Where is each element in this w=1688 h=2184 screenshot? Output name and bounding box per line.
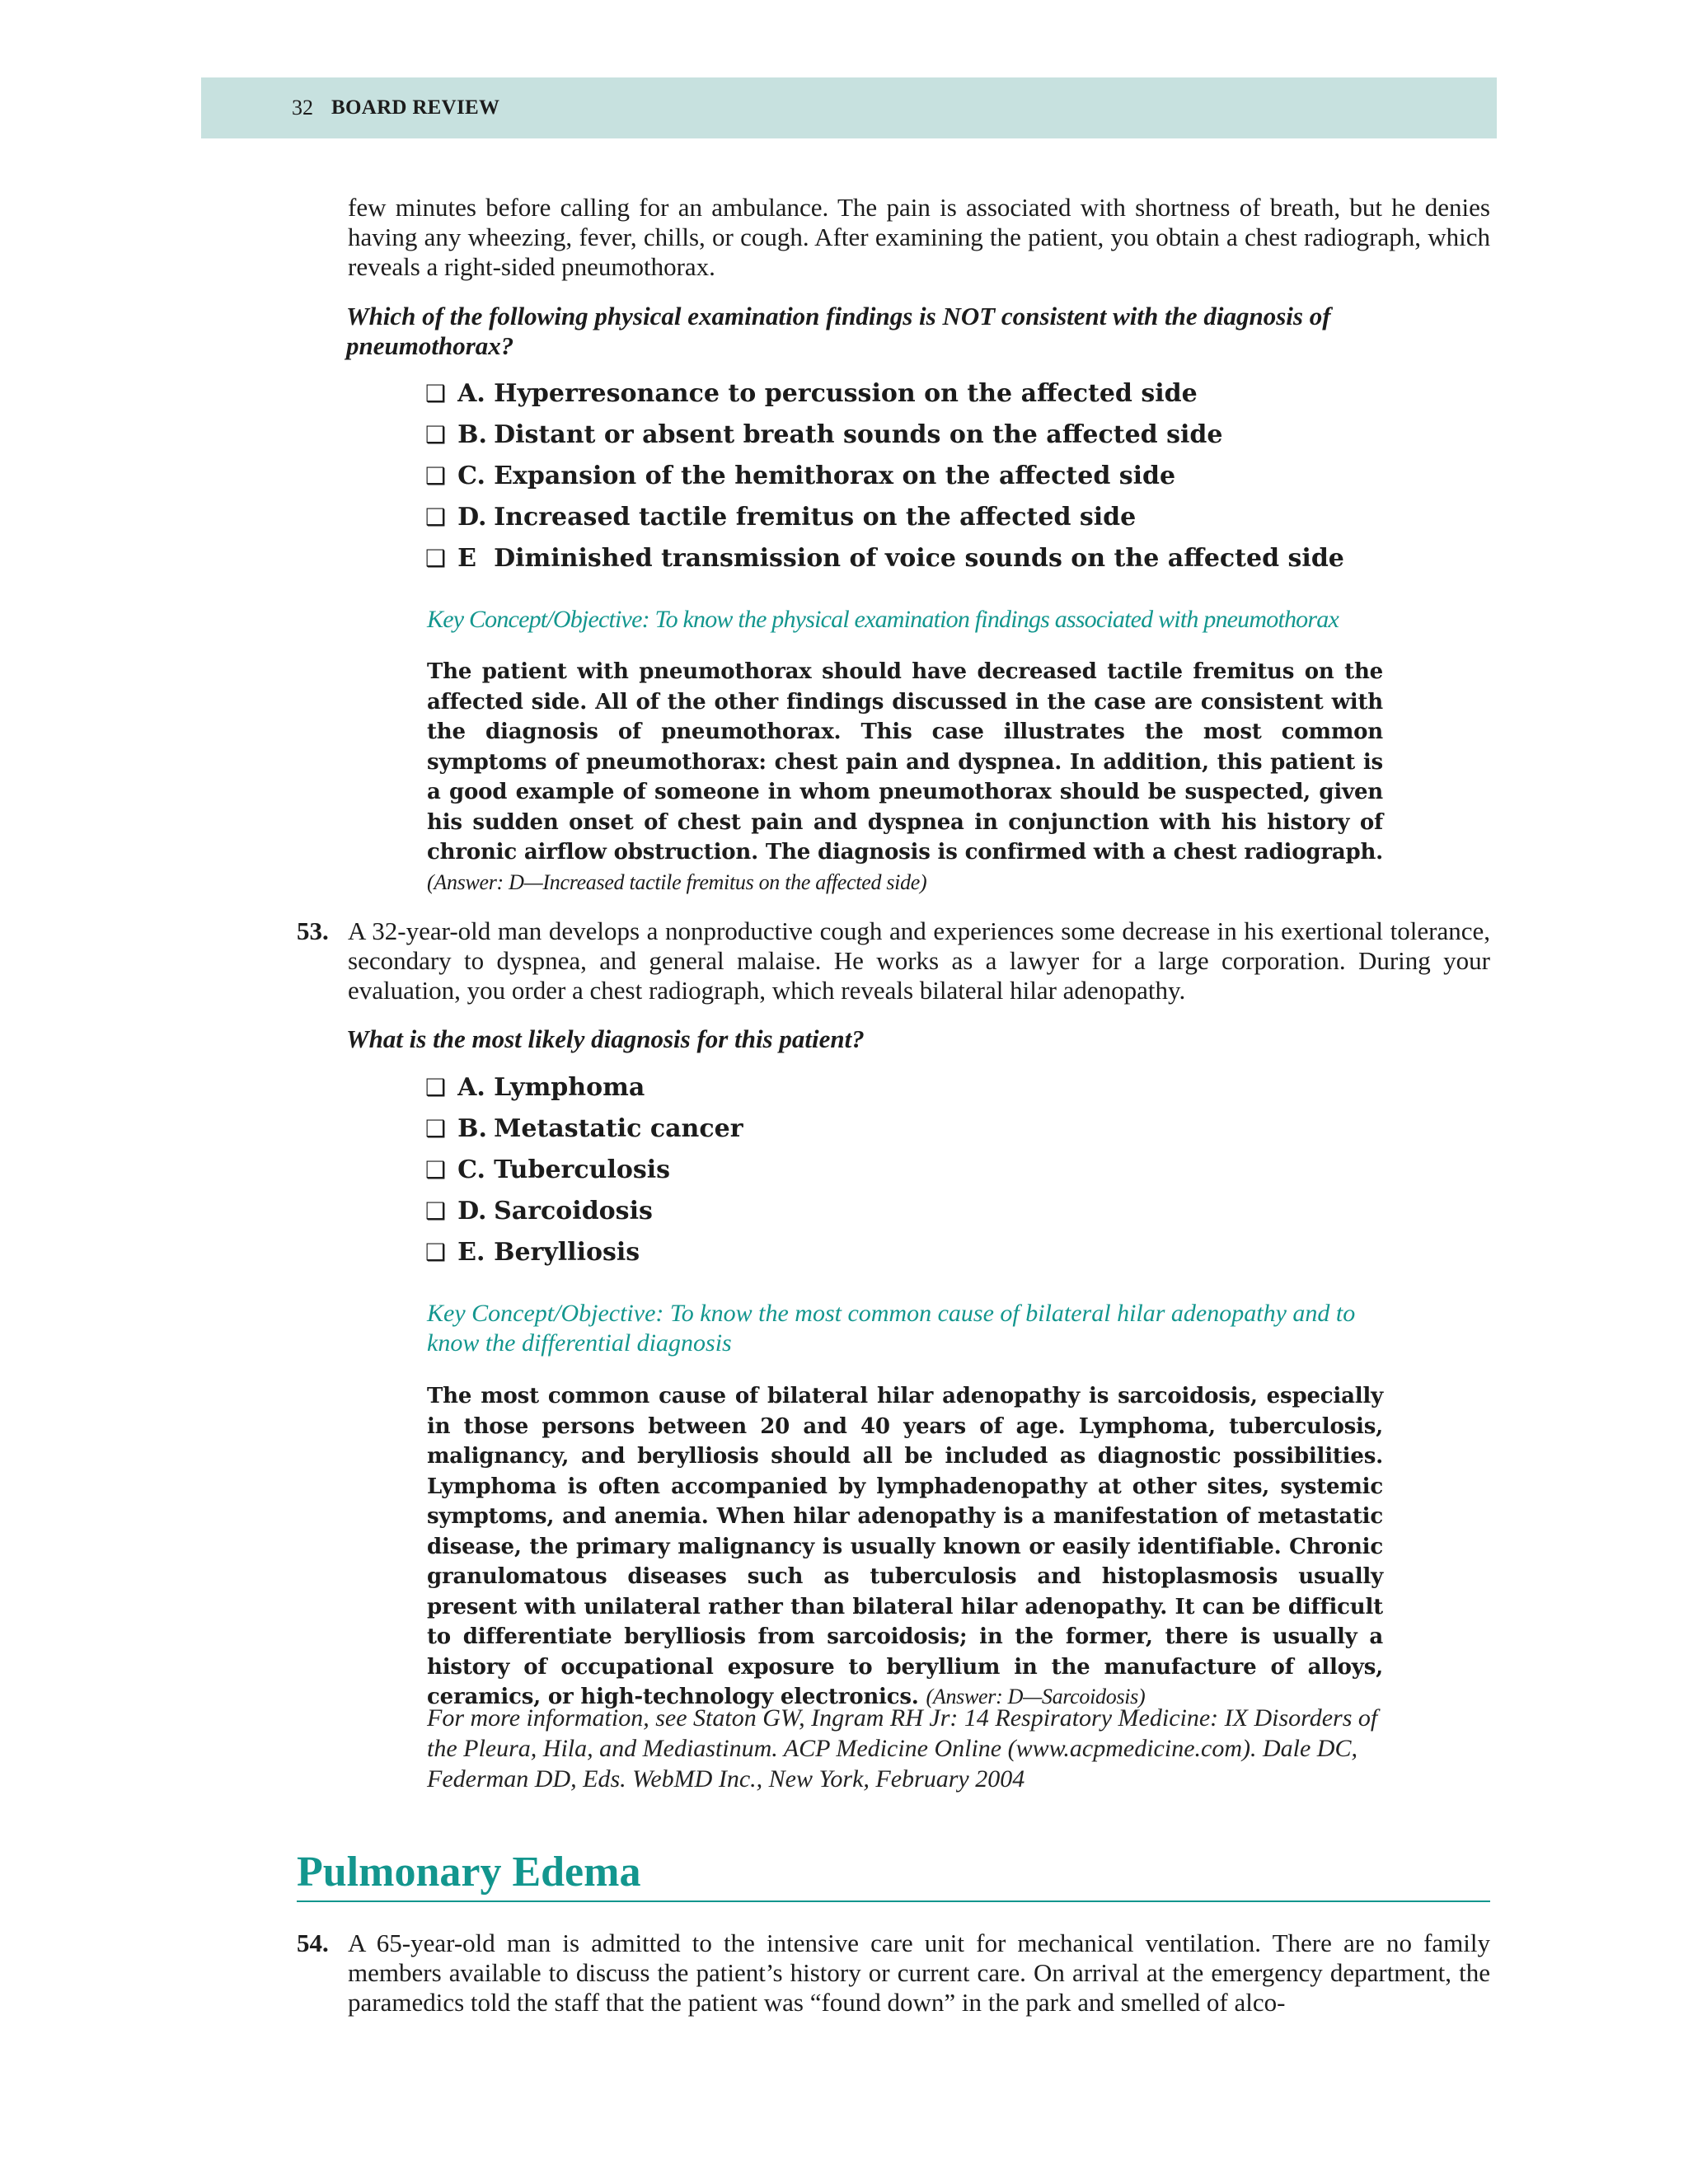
- q52-option-b[interactable]: ❑ B. Distant or absent breath sounds on the affected side: [425, 419, 1223, 449]
- page-number: 32: [292, 96, 313, 120]
- q53-option-a[interactable]: ❑ A. Lymphoma: [425, 1072, 645, 1102]
- checkbox-icon[interactable]: ❑: [425, 1197, 447, 1225]
- q53-option-d[interactable]: ❑ D. Sarcoidosis: [425, 1196, 653, 1226]
- q52-option-e[interactable]: ❑ E Diminished transmission of voice sounds on the affected side: [425, 543, 1344, 573]
- running-title: BOARD REVIEW: [331, 96, 500, 119]
- q52-answer: (Answer: D—Increased tactile fremitus on the affected side): [427, 869, 927, 894]
- q53-options: [425, 1066, 743, 1272]
- q53-number: 53.: [297, 916, 329, 945]
- checkbox-icon[interactable]: ❑: [425, 379, 447, 407]
- q54-number: 54.: [297, 1929, 329, 1957]
- q52-options: [425, 373, 1344, 579]
- checkbox-icon[interactable]: ❑: [425, 544, 447, 572]
- q54-text: A 65-year-old man is admitted to the intensive care unit for mechanical ventilation. There are no family members available to discuss the patient’s history or current care. On arrival at the emergency department, the paramedics told the staff that the patient was “found down” in the park and smelled of alco-: [348, 1929, 1490, 2017]
- section-title: Pulmonary Edema: [297, 1846, 1490, 1902]
- checkbox-icon[interactable]: ❑: [425, 1073, 447, 1101]
- q52-option-a[interactable]: ❑ A. Hyperresonance to percussion on the affected side: [425, 378, 1198, 408]
- running-header: [201, 77, 1497, 138]
- checkbox-icon[interactable]: ❑: [425, 1238, 447, 1266]
- q53-reference: For more information, see Staton GW, Ingram RH Jr: 14 Respiratory Medicine: IX Disorders of the Pleura, Hila, and Mediastinum. ACP Medicine Online (www.acpmedicine.com). Dale DC, Federman DD, Eds. WebMD Inc., New York, February 2004: [427, 1704, 1378, 1793]
- checkbox-icon[interactable]: ❑: [425, 462, 447, 490]
- checkbox-icon[interactable]: ❑: [425, 503, 447, 531]
- q52-option-c[interactable]: ❑ C. Expansion of the hemithorax on the affected side: [425, 461, 1176, 490]
- q53-option-c[interactable]: ❑ C. Tuberculosis: [425, 1155, 671, 1184]
- q52-option-d[interactable]: ❑ D. Increased tactile fremitus on the affected side: [425, 502, 1137, 532]
- q53-stem: What is the most likely diagnosis for this patient?: [346, 1024, 865, 1053]
- checkbox-icon[interactable]: ❑: [425, 420, 447, 448]
- q53-option-b[interactable]: ❑ B. Metastatic cancer: [425, 1113, 743, 1143]
- q52-stem: Which of the following physical examination findings is NOT consistent with the diagnosis of pneumothorax?: [346, 302, 1331, 360]
- q53-answer: (Answer: D—Sarcoidosis): [926, 1685, 1146, 1708]
- q52-explanation: The patient with pneumothorax should have decreased tactile fremitus on the affected side. All of the other findings discussed in the case are consistent with the diagnosis of pneumothorax. This case illustrates the most common symptoms of pneumothorax: chest pain and dyspnea. In addition, this patient is a good example of someone in whom pneumothorax should be suspected, given his sudden onset of chest pain and dyspnea in conjunction with his history of chronic airflow obstruction. The diagnosis is confirmed with a chest radiograph. (Answer: D—Increased tactile fremitus on the affected side): [427, 659, 1383, 894]
- q52-key-concept: Key Concept/Objective: To know the physical examination findings associated with pneumothorax: [427, 606, 1339, 633]
- q53-explanation: The most common cause of bilateral hilar adenopathy is sarcoidosis, especially in those persons between 20 and 40 years of age. Lymphoma, tuberculosis, malignancy, and berylliosis should all be included as diagnostic possibilities. Lymphoma is often accompanied by lymphadenopathy at other sites, systemic symptoms, and anemia. When hilar adenopathy is a manifestation of metastatic disease, the primary malignancy is usually known or easily identifiable. Chronic granulomatous diseases such as tuberculosis and histoplasmosis usually present with unilateral rather than bilateral hilar adenopathy. It can be difficult to differentiate berylliosis from sarcoidosis; in the former, there is usually a history of occupational exposure to beryllium in the manufacture of alloys, ceramics, or high-technology electronics. (Answer: D—Sarcoidosis): [427, 1384, 1383, 1709]
- q53-text: A 32-year-old man develops a nonproductive cough and experiences some decrease in his exertional tolerance, secondary to dyspnea, and general malaise. He works as a lawyer for a large corporation. During your evaluation, you order a chest radiograph, which reveals bilateral hilar adenopathy.: [348, 916, 1490, 1005]
- checkbox-icon[interactable]: ❑: [425, 1155, 447, 1183]
- checkbox-icon[interactable]: ❑: [425, 1114, 447, 1142]
- q53-key-concept: Key Concept/Objective: To know the most common cause of bilateral hilar adenopathy and to know the differential diagnosis: [427, 1300, 1356, 1357]
- q52-continuation: few minutes before calling for an ambulance. The pain is associated with shortness of breath, but he denies having any wheezing, fever, chills, or cough. After examining the patient, you obtain a chest radiograph, which reveals a right-sided pneumothorax.: [348, 193, 1490, 281]
- q53-option-e[interactable]: ❑ E. Berylliosis: [425, 1237, 640, 1267]
